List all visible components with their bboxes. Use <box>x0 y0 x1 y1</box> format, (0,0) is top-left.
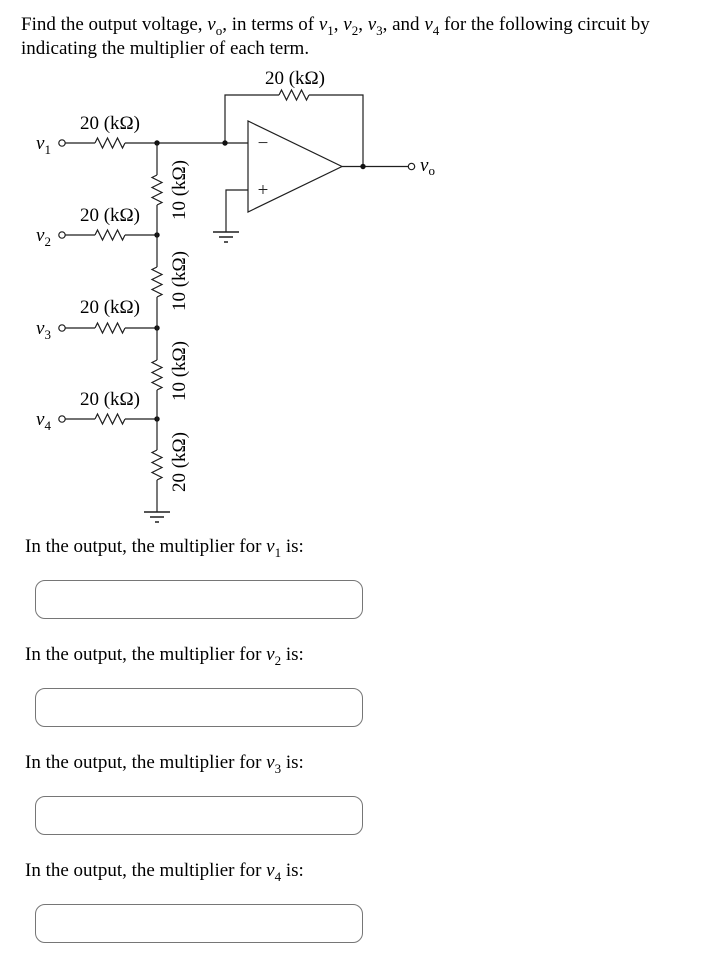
input-terminal-label-v3 <box>36 318 51 342</box>
ladder-resistor-zigzag-1 <box>152 175 162 205</box>
output-terminal-label <box>420 155 435 178</box>
var-v2: v <box>266 644 275 665</box>
var-v2: v <box>343 14 352 35</box>
question-label-v2 <box>25 644 425 666</box>
text-segment: , and <box>382 14 425 35</box>
opamp-minus-label: − <box>257 133 269 154</box>
ladder-resistor-label-1: 10 (kΩ) <box>169 159 190 221</box>
var-sub: 1 <box>44 142 51 157</box>
text-segment: is: <box>281 536 304 557</box>
text-segment: , <box>333 14 344 35</box>
question-v2 <box>25 644 425 736</box>
problem-statement <box>21 13 711 61</box>
resistor-zigzag <box>95 323 125 333</box>
terminal-circle-vo <box>408 163 414 169</box>
ground-icon <box>213 232 239 242</box>
var-v1-sub: 1 <box>274 544 282 560</box>
text-segment: In the output, the multiplier for <box>25 752 267 773</box>
var-vo-sub: o <box>215 22 223 38</box>
node-dot <box>360 164 365 169</box>
ladder-resistor-zigzag-4 <box>152 450 162 480</box>
ladder-resistor-label-2: 10 (kΩ) <box>169 250 190 312</box>
input-terminal-label-v4 <box>36 409 51 433</box>
resistor-zigzag <box>95 138 125 148</box>
opamp <box>213 121 342 242</box>
var-v3-sub: 3 <box>376 22 383 38</box>
var-v4: v <box>424 14 433 35</box>
terminal-circle-v1 <box>59 140 65 146</box>
var-base: v <box>36 225 45 246</box>
text-segment: In the output, the multiplier for <box>25 860 267 881</box>
ladder-resistor-zigzag-2 <box>152 267 162 297</box>
var-v3: v <box>266 752 275 773</box>
ladder-resistor-label-4: 20 (kΩ) <box>169 431 190 493</box>
var-v1-sub: 1 <box>327 22 334 38</box>
resistor-label: 20 (kΩ) <box>79 297 141 318</box>
text-segment: is: <box>281 752 304 773</box>
feedback-resistor-zigzag <box>279 90 309 100</box>
feedback-resistor-label: 20 (kΩ) <box>264 68 326 89</box>
resistor-zigzag <box>95 230 125 240</box>
input-terminal-label-v2 <box>36 225 51 249</box>
var-sub: 2 <box>44 234 51 249</box>
text-segment: Find the output voltage, <box>21 14 208 35</box>
var-v3-sub: 3 <box>274 760 282 776</box>
feedback-branch <box>225 68 363 167</box>
var-base: v <box>36 318 45 339</box>
text-segment: In the output, the multiplier for <box>25 536 267 557</box>
text-segment: , in terms of <box>222 14 319 35</box>
feedback-wire <box>225 95 363 167</box>
ladder-resistor-label-3: 10 (kΩ) <box>169 340 190 402</box>
input-terminal-label-v1 <box>36 133 51 157</box>
ground-icon <box>144 512 170 522</box>
question-label-v4 <box>25 860 425 882</box>
text-segment: is: <box>281 860 304 881</box>
terminal-circle-v4 <box>59 416 65 422</box>
multiplier-input-v3[interactable] <box>35 796 363 835</box>
var-v3: v <box>367 14 377 35</box>
var-sub: o <box>428 163 435 178</box>
resistor-label: 20 (kΩ) <box>79 389 141 410</box>
ladder-branch <box>144 143 190 522</box>
noninverting-wire <box>226 190 248 232</box>
var-vo: v <box>207 14 216 35</box>
resistor-zigzag <box>95 414 125 424</box>
output-branch <box>342 155 435 178</box>
question-label-v3 <box>25 752 425 774</box>
terminal-circle-v2 <box>59 232 65 238</box>
var-base: v <box>420 155 429 176</box>
resistor-label: 20 (kΩ) <box>79 113 141 134</box>
var-base: v <box>36 133 45 154</box>
var-sub: 4 <box>44 418 51 433</box>
question-v4 <box>25 860 425 952</box>
opamp-plus-label: + <box>257 180 269 201</box>
input-branch-v3 <box>36 297 160 342</box>
var-v4-sub: 4 <box>432 22 440 38</box>
var-v1: v <box>318 14 328 35</box>
input-branch-v1 <box>36 113 248 157</box>
terminal-circle-v3 <box>59 325 65 331</box>
text-segment: , <box>358 14 368 35</box>
multiplier-input-v2[interactable] <box>35 688 363 727</box>
var-base: v <box>36 409 45 430</box>
input-branch-v4 <box>36 389 160 433</box>
var-v1: v <box>266 536 275 557</box>
question-v1 <box>25 536 425 628</box>
input-branch-v2 <box>36 205 160 249</box>
text-segment: for the following circuit by indicating the multiplier of each term. <box>21 14 650 59</box>
var-v2-sub: 2 <box>274 652 282 668</box>
text-segment: In the output, the multiplier for <box>25 644 267 665</box>
multiplier-input-v1[interactable] <box>35 580 363 619</box>
multiplier-input-v4[interactable] <box>35 904 363 943</box>
var-sub: 3 <box>44 327 51 342</box>
resistor-label: 20 (kΩ) <box>79 205 141 226</box>
text-segment: is: <box>281 644 304 665</box>
var-v4: v <box>266 860 275 881</box>
question-label-v1 <box>25 536 425 558</box>
question-v3 <box>25 752 425 844</box>
var-v4-sub: 4 <box>274 868 282 884</box>
circuit-diagram <box>0 60 460 538</box>
ladder-resistor-zigzag-3 <box>152 360 162 390</box>
var-v2-sub: 2 <box>351 22 359 38</box>
node-dot <box>222 140 227 145</box>
